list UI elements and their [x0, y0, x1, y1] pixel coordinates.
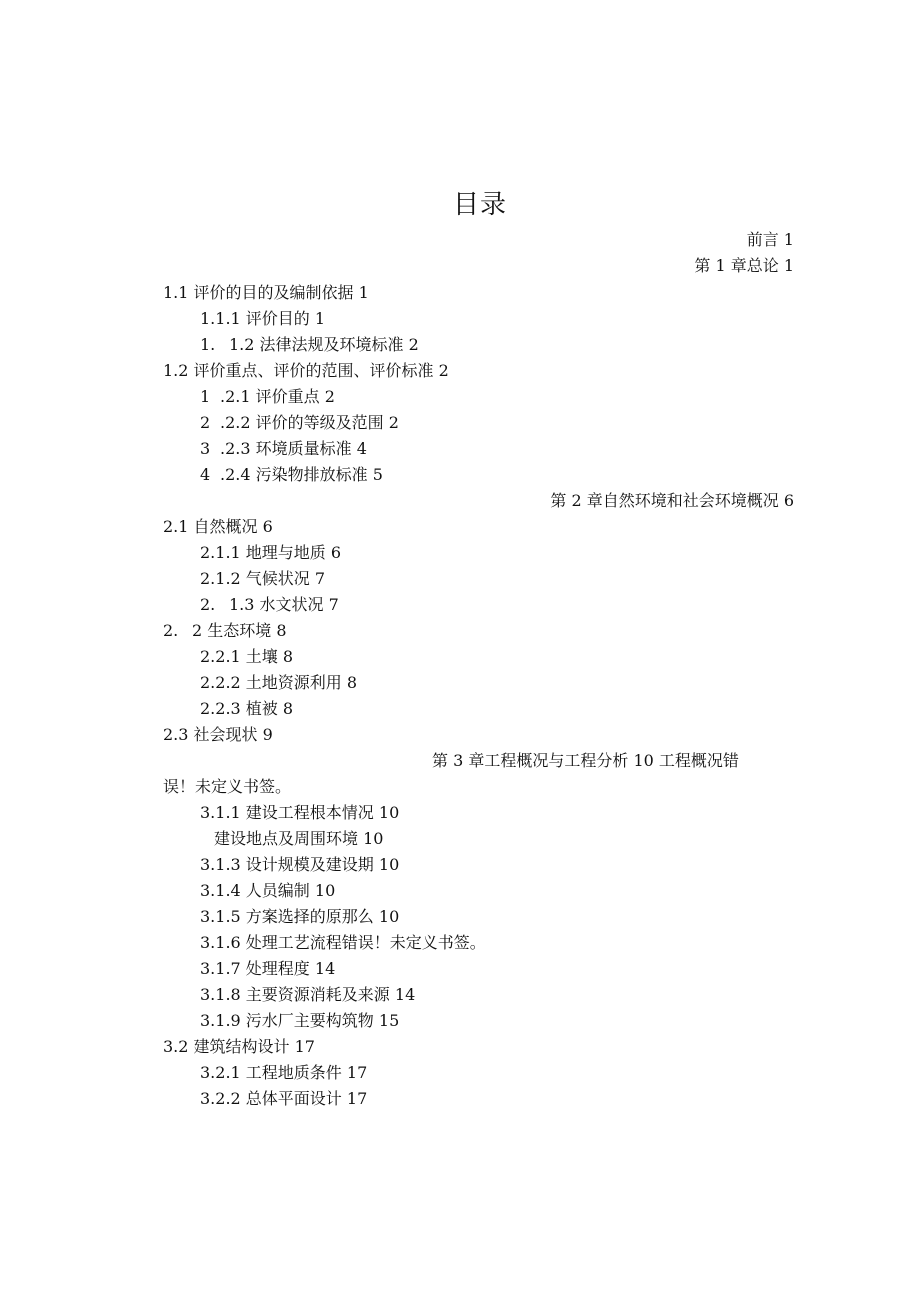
- toc-entry-1-2-3-text: .2.3 环境质量标准 4: [220, 439, 367, 458]
- toc-entry-2-1-3-text: 1.3 水文状况 7: [229, 595, 339, 614]
- toc-entry-1-2-2-number: 2: [200, 413, 211, 432]
- toc-entry-1-1-2-text: 1.2 法律法规及环境标准 2: [229, 335, 419, 354]
- toc-entry-3-2-1[interactable]: 3.2.1 工程地质条件 17: [200, 1063, 368, 1082]
- toc-entry-3-1-8[interactable]: 3.1.8 主要资源消耗及来源 14: [200, 985, 416, 1004]
- toc-entry-preface[interactable]: 前言 1: [746, 230, 794, 249]
- toc-entry-chapter-1[interactable]: 第 1 章总论 1: [694, 256, 794, 275]
- toc-entry-2-2-number: 2.: [163, 621, 179, 640]
- toc-entry-3-2[interactable]: 3.2 建筑结构设计 17: [163, 1037, 315, 1056]
- toc-entry-2-3[interactable]: 2.3 社会现状 9: [163, 725, 273, 744]
- toc-entry-3-1-7[interactable]: 3.1.7 处理程度 14: [200, 959, 336, 978]
- toc-entry-1-2-3-number: 3: [200, 439, 211, 458]
- toc-entry-chapter-3[interactable]: 第 3 章工程概况与工程分析 10 工程概况错: [432, 751, 739, 770]
- toc-entry-1-2-2[interactable]: [200, 413, 399, 433]
- toc-entry-2-1-2[interactable]: 2.1.2 气候状况 7: [200, 569, 326, 588]
- toc-entry-2-2[interactable]: [163, 621, 287, 641]
- toc-entry-1-1-2[interactable]: [200, 335, 419, 355]
- toc-entry-1-2-1[interactable]: [200, 387, 335, 407]
- toc-entry-2-2-2[interactable]: 2.2.2 土地资源利用 8: [200, 673, 358, 692]
- toc-entry-2-1-1[interactable]: 2.1.1 地理与地质 6: [200, 543, 342, 562]
- toc-entry-3-1-3[interactable]: 3.1.3 设计规模及建设期 10: [200, 855, 400, 874]
- toc-entry-2-1-3[interactable]: [200, 595, 339, 615]
- toc-entry-3-1-5[interactable]: 3.1.5 方案选择的原那么 10: [200, 907, 400, 926]
- page-title: 目录: [452, 190, 507, 220]
- toc-entry-3-1-2[interactable]: 建设地点及周围环境 10: [214, 829, 384, 848]
- toc-entry-1-2-2-text: .2.2 评价的等级及范围 2: [220, 413, 399, 432]
- toc-entry-3-1-1[interactable]: 3.1.1 建设工程根本情况 10: [200, 803, 400, 822]
- toc-entry-2-1-3-number: 2.: [200, 595, 216, 614]
- toc-entry-1-2[interactable]: 1.2 评价重点、评价的范围、评价标准 2: [163, 361, 449, 380]
- toc-entry-3-2-2[interactable]: 3.2.2 总体平面设计 17: [200, 1089, 368, 1108]
- toc-entry-3-1-9[interactable]: 3.1.9 污水厂主要构筑物 15: [200, 1011, 400, 1030]
- toc-entry-chapter-2[interactable]: 第 2 章自然环境和社会环境概况 6: [550, 491, 794, 510]
- toc-entry-1-2-1-text: .2.1 评价重点 2: [220, 387, 335, 406]
- toc-entry-1-1[interactable]: 1.1 评价的目的及编制依据 1: [163, 283, 369, 302]
- toc-entry-3-1-4[interactable]: 3.1.4 人员编制 10: [200, 881, 336, 900]
- toc-entry-3-1-6[interactable]: 3.1.6 处理工艺流程错误！未定义书签。: [200, 933, 486, 952]
- toc-entry-2-2-1[interactable]: 2.2.1 土壤 8: [200, 647, 294, 666]
- toc-entry-1-2-4-number: 4: [200, 465, 211, 484]
- toc-entry-2-1[interactable]: 2.1 自然概况 6: [163, 517, 273, 536]
- toc-entry-2-2-3[interactable]: 2.2.3 植被 8: [200, 699, 294, 718]
- toc-entry-2-2-text: 2 生态环境 8: [192, 621, 287, 640]
- toc-entry-1-2-3[interactable]: [200, 439, 367, 459]
- toc-entry-chapter-3-continued: 误！未定义书签。: [163, 777, 292, 796]
- toc-entry-1-2-4[interactable]: [200, 465, 383, 485]
- toc-entry-1-1-1[interactable]: 1.1.1 评价目的 1: [200, 309, 326, 328]
- toc-entry-1-1-2-number: 1.: [200, 335, 216, 354]
- toc-entry-1-2-1-number: 1: [200, 387, 211, 406]
- toc-entry-1-2-4-text: .2.4 污染物排放标准 5: [220, 465, 383, 484]
